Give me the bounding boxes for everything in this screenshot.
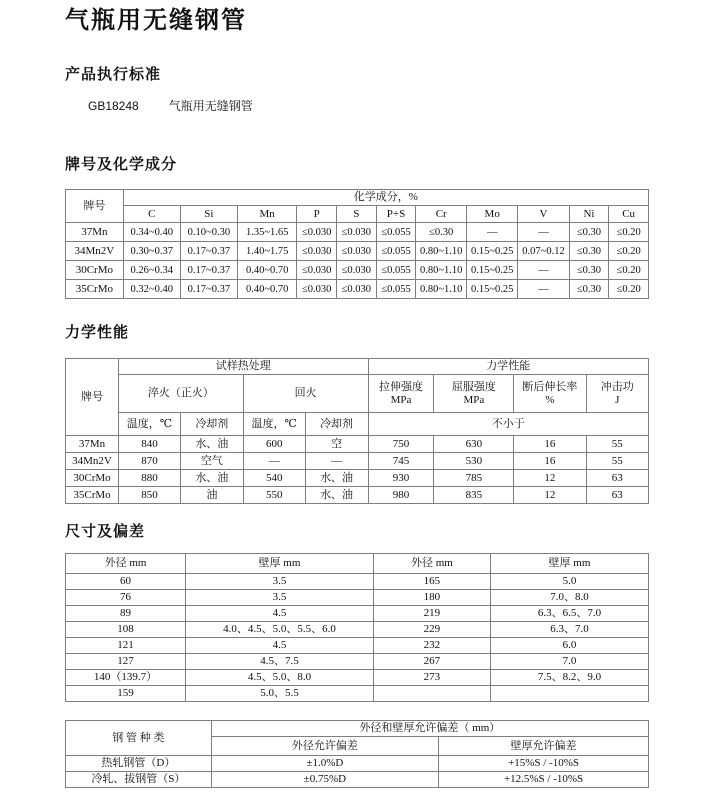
wt-cell: 6.0 [490, 638, 648, 654]
page-title: 气瓶用无缝钢管 [65, 8, 247, 34]
tolerance-table [65, 720, 649, 788]
value-cell: 55 [586, 453, 648, 470]
wt-tolerance-cell: +12.5%S / -10%S [439, 772, 649, 788]
wt-tolerance-header: 壁厚允许偏差 [439, 737, 649, 756]
element-header: C [123, 206, 180, 223]
pipe-kind-cell: 冷轧、拔钢管（S） [66, 772, 212, 788]
value-cell: 55 [586, 436, 648, 453]
element-header: Si [180, 206, 237, 223]
element-header: S [337, 206, 377, 223]
grade-column-header: 牌号 [66, 359, 119, 436]
value-cell: 0.07~0.12 [518, 242, 569, 261]
grade-cell: 34Mn2V [66, 242, 124, 261]
grade-cell: 37Mn [66, 223, 124, 242]
wt-tolerance-cell: +15%S / -10%S [439, 756, 649, 772]
value-cell: 16 [514, 436, 586, 453]
value-cell: ≤0.055 [376, 242, 416, 261]
value-cell: — [518, 280, 569, 299]
standard-name: 气瓶用无缝钢管 [168, 99, 253, 113]
temperature-header: 温度，℃ [243, 413, 305, 436]
od-tolerance-cell: ±0.75%D [211, 772, 438, 788]
value-cell: 16 [514, 453, 586, 470]
od-cell: 121 [66, 638, 186, 654]
table-row [66, 654, 649, 670]
value-cell: 980 [368, 487, 434, 504]
value-cell: 水、油 [305, 487, 368, 504]
dimensions-table [65, 553, 649, 702]
od-tolerance-header: 外径允许偏差 [211, 737, 438, 756]
value-cell: 0.17~0.37 [180, 242, 237, 261]
grade-cell: 30CrMo [66, 470, 119, 487]
standard-code: GB18248 [88, 99, 139, 113]
value-cell: 0.17~0.37 [180, 261, 237, 280]
value-cell: 530 [434, 453, 514, 470]
table-row [66, 590, 649, 606]
grade-cell: 30CrMo [66, 261, 124, 280]
section-heading-dimensions: 尺寸及偏差 [65, 524, 146, 540]
value-cell: 0.80~1.10 [416, 261, 467, 280]
value-cell: 0.32~0.40 [123, 280, 180, 299]
table-row [66, 206, 649, 223]
table-row [66, 686, 649, 702]
pipe-kind-header: 钢 管 种 类 [66, 721, 212, 756]
value-cell: ≤0.030 [297, 280, 337, 299]
od-cell: 267 [373, 654, 490, 670]
grade-cell: 35CrMo [66, 487, 119, 504]
wt-cell: 4.5 [186, 606, 374, 622]
od-cell: 140（139.7） [66, 670, 186, 686]
value-cell: 835 [434, 487, 514, 504]
value-cell: — [518, 223, 569, 242]
heat-treatment-group-header: 试样热处理 [119, 359, 369, 375]
chemistry-table [65, 189, 649, 299]
mechanical-table [65, 358, 649, 504]
value-cell: 1.35~1.65 [237, 223, 296, 242]
value-cell: ≤0.030 [337, 261, 377, 280]
wt-column-header: 壁厚 mm [186, 554, 374, 574]
table-row [66, 606, 649, 622]
value-cell: 840 [119, 436, 181, 453]
table-row [66, 375, 649, 413]
value-cell: 12 [514, 487, 586, 504]
element-header: P [297, 206, 337, 223]
value-cell: 0.34~0.40 [123, 223, 180, 242]
wt-cell: 6.3、7.0 [490, 622, 648, 638]
value-cell: ≤0.20 [609, 280, 649, 299]
coolant-header: 冷却剂 [180, 413, 243, 436]
value-cell: 930 [368, 470, 434, 487]
element-header: P+S [376, 206, 416, 223]
od-cell: 229 [373, 622, 490, 638]
document-page [0, 6, 713, 788]
value-cell: ≤0.30 [569, 223, 609, 242]
section-heading-standard: 产品执行标准 [65, 67, 162, 83]
od-tolerance-cell: ±1.0%D [211, 756, 438, 772]
value-cell: 0.30~0.37 [123, 242, 180, 261]
od-cell: 273 [373, 670, 490, 686]
table-row [66, 280, 649, 299]
table-row [66, 772, 649, 788]
value-cell: 空 [305, 436, 368, 453]
mechanical-group-header: 力学性能 [368, 359, 648, 375]
table-row [66, 359, 649, 375]
table-row [66, 261, 649, 280]
value-cell: ≤0.20 [609, 261, 649, 280]
temperature-header: 温度，℃ [119, 413, 181, 436]
pipe-kind-cell: 热轧钢管（D） [66, 756, 212, 772]
table-row [66, 574, 649, 590]
table-row [66, 756, 649, 772]
table-row [66, 622, 649, 638]
chemistry-group-header: 化学成分，% [123, 190, 648, 206]
value-cell: ≤0.030 [337, 242, 377, 261]
od-column-header: 外径 mm [66, 554, 186, 574]
section-heading-mechanical: 力学性能 [65, 325, 130, 341]
value-cell: 水、油 [180, 436, 243, 453]
value-cell: ≤0.20 [609, 223, 649, 242]
od-cell: 60 [66, 574, 186, 590]
od-cell: 76 [66, 590, 186, 606]
tolerance-group-header: 外径和壁厚允许偏差（ mm） [211, 721, 648, 737]
value-cell: 540 [243, 470, 305, 487]
table-row [66, 487, 649, 504]
value-cell: ≤0.030 [337, 223, 377, 242]
value-cell: ≤0.055 [376, 280, 416, 299]
table-row [66, 638, 649, 654]
value-cell: 745 [368, 453, 434, 470]
value-cell: 0.10~0.30 [180, 223, 237, 242]
table-row [66, 223, 649, 242]
value-cell: 0.17~0.37 [180, 280, 237, 299]
value-cell: 880 [119, 470, 181, 487]
table-row [66, 453, 649, 470]
od-cell [373, 686, 490, 702]
value-cell: ≤0.30 [569, 280, 609, 299]
value-cell: 550 [243, 487, 305, 504]
tensile-header: 拉伸强度 MPa [368, 375, 434, 413]
grade-cell: 37Mn [66, 436, 119, 453]
value-cell: ≤0.20 [609, 242, 649, 261]
wt-cell: 6.3、6.5、7.0 [490, 606, 648, 622]
value-cell: — [518, 261, 569, 280]
value-cell: ≤0.030 [297, 242, 337, 261]
value-cell: 0.26~0.34 [123, 261, 180, 280]
od-cell: 219 [373, 606, 490, 622]
coolant-header: 冷却剂 [305, 413, 368, 436]
value-cell: ≤0.030 [297, 223, 337, 242]
wt-cell: 4.0、4.5、5.0、5.5、6.0 [186, 622, 374, 638]
value-cell: 870 [119, 453, 181, 470]
value-cell: 水、油 [180, 470, 243, 487]
value-cell: 750 [368, 436, 434, 453]
table-row [66, 554, 649, 574]
od-cell: 180 [373, 590, 490, 606]
value-cell: ≤0.030 [297, 261, 337, 280]
value-cell: ≤0.055 [376, 261, 416, 280]
value-cell: 63 [586, 470, 648, 487]
element-header: V [518, 206, 569, 223]
value-cell: 空气 [180, 453, 243, 470]
value-cell: 1.40~1.75 [237, 242, 296, 261]
wt-cell: 7.0、8.0 [490, 590, 648, 606]
value-cell: ≤0.30 [416, 223, 467, 242]
table-row [66, 413, 649, 436]
grade-column-header: 牌号 [66, 190, 124, 223]
value-cell: ≤0.030 [337, 280, 377, 299]
value-cell: — [305, 453, 368, 470]
value-cell: 630 [434, 436, 514, 453]
value-cell: 0.15~0.25 [467, 280, 518, 299]
yield-header: 屈服强度 MPa [434, 375, 514, 413]
value-cell: 785 [434, 470, 514, 487]
not-less-than-header: 不小于 [368, 413, 648, 436]
wt-cell: 4.5、5.0、8.0 [186, 670, 374, 686]
od-cell: 108 [66, 622, 186, 638]
wt-cell: 4.5 [186, 638, 374, 654]
table-row [66, 721, 649, 737]
value-cell: 0.15~0.25 [467, 261, 518, 280]
impact-header: 冲击功 J [586, 375, 648, 413]
quench-header: 淬火（正火） [119, 375, 244, 413]
od-cell: 232 [373, 638, 490, 654]
value-cell: 850 [119, 487, 181, 504]
wt-cell: 5.0 [490, 574, 648, 590]
wt-cell: 7.0 [490, 654, 648, 670]
wt-cell: 5.0、5.5 [186, 686, 374, 702]
table-row [66, 470, 649, 487]
value-cell: 0.40~0.70 [237, 280, 296, 299]
table-row [66, 436, 649, 453]
element-header: Cu [609, 206, 649, 223]
table-row [66, 670, 649, 686]
elongation-header: 断后伸长率 % [514, 375, 586, 413]
element-header: Ni [569, 206, 609, 223]
od-column-header: 外径 mm [373, 554, 490, 574]
standard-line [88, 99, 649, 114]
value-cell: 0.40~0.70 [237, 261, 296, 280]
value-cell: 油 [180, 487, 243, 504]
wt-cell: 3.5 [186, 590, 374, 606]
value-cell: 12 [514, 470, 586, 487]
value-cell: ≤0.30 [569, 261, 609, 280]
value-cell: ≤0.30 [569, 242, 609, 261]
value-cell: 水、油 [305, 470, 368, 487]
temper-header: 回火 [243, 375, 368, 413]
value-cell: ≤0.055 [376, 223, 416, 242]
od-cell: 159 [66, 686, 186, 702]
value-cell: — [467, 223, 518, 242]
element-header: Mn [237, 206, 296, 223]
od-cell: 165 [373, 574, 490, 590]
section-heading-chemistry: 牌号及化学成分 [65, 157, 178, 173]
table-row [66, 242, 649, 261]
element-header: Cr [416, 206, 467, 223]
od-cell: 127 [66, 654, 186, 670]
value-cell: 600 [243, 436, 305, 453]
wt-column-header: 壁厚 mm [490, 554, 648, 574]
value-cell: 0.80~1.10 [416, 242, 467, 261]
value-cell: 63 [586, 487, 648, 504]
value-cell: 0.15~0.25 [467, 242, 518, 261]
od-cell: 89 [66, 606, 186, 622]
wt-cell: 3.5 [186, 574, 374, 590]
wt-cell: 7.5、8.2、9.0 [490, 670, 648, 686]
grade-cell: 34Mn2V [66, 453, 119, 470]
value-cell: — [243, 453, 305, 470]
wt-cell: 4.5、7.5 [186, 654, 374, 670]
element-header: Mo [467, 206, 518, 223]
grade-cell: 35CrMo [66, 280, 124, 299]
wt-cell [490, 686, 648, 702]
table-row [66, 190, 649, 206]
value-cell: 0.80~1.10 [416, 280, 467, 299]
